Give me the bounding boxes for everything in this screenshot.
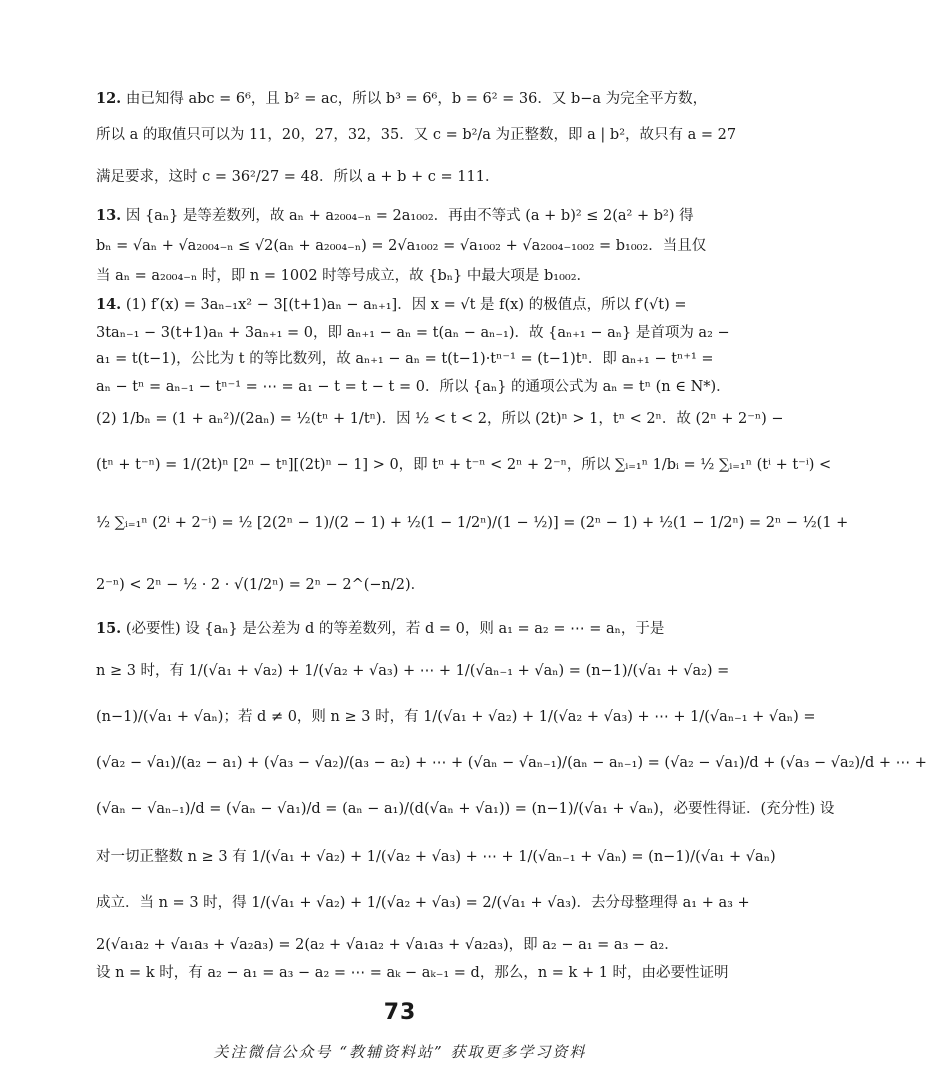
p12-line-3: 满足要求，这时 c = 36²/27 = 48．所以 a + b + c = 111． xyxy=(96,169,500,185)
p14-line-2: 3taₙ₋₁ − 3(t+1)aₙ + 3aₙ₊₁ = 0，即 aₙ₊₁ − aₙ = t(aₙ − aₙ₋₁)．故 {aₙ₊₁ − aₙ} 是首项为 a₂ − xyxy=(96,325,730,341)
p13-line-2: bₙ = √aₙ + √a₂₀₀₄₋ₙ ≤ √2(aₙ + a₂₀₀₄₋ₙ) = 2√a₁₀₀₂ = √a₁₀₀₂ + √a₂₀₀₄₋₁₀₀₂ = b₁₀₀₂．当且仅 xyxy=(96,238,707,254)
p14-line-6: (tⁿ + t⁻ⁿ) = 1/(2t)ⁿ [2ⁿ − tⁿ][(2t)ⁿ − 1] > 0，即 tⁿ + t⁻ⁿ < 2ⁿ + 2⁻ⁿ，所以 ∑ᵢ₌₁ⁿ 1/bᵢ = ½ ∑ᵢ₌₁ⁿ (tⁱ + t⁻ⁱ) < xyxy=(96,457,832,473)
problem-12-number: 12. xyxy=(96,90,122,107)
p15-line-6: 对一切正整数 n ≥ 3 有 1/(√a₁ + √a₂) + 1/(√a₂ + √a₃) + ⋯ + 1/(√aₙ₋₁ + √aₙ) = (n−1)/(√a₁ + √aₙ) xyxy=(96,849,776,865)
p15-line-3: (n−1)/(√a₁ + √aₙ)；若 d ≠ 0，则 n ≥ 3 时，有 1/(√a₁ + √a₂) + 1/(√a₂ + √a₃) + ⋯ + 1/(√aₙ₋₁ + √aₙ) = xyxy=(96,709,816,725)
p15-line-8: 2(√a₁a₂ + √a₁a₃ + √a₂a₃) = 2(a₂ + √a₁a₂ + √a₁a₃ + √a₂a₃)，即 a₂ − a₁ = a₃ − a₂． xyxy=(96,937,679,953)
p12-line-2: 所以 a 的取值只可以为 11，20，27，32，35．又 c = b²/a 为正整数，即 a | b²，故只有 a = 27 xyxy=(96,127,737,143)
problem-15-number: 15. xyxy=(96,620,122,637)
page-number: 73 xyxy=(383,1000,417,1025)
p15-line-2: n ≥ 3 时，有 1/(√a₁ + √a₂) + 1/(√a₂ + √a₃) + ⋯ + 1/(√aₙ₋₁ + √aₙ) = (n−1)/(√a₁ + √a₂) = xyxy=(96,663,730,679)
p14-line-7: ½ ∑ᵢ₌₁ⁿ (2ⁱ + 2⁻ⁱ) = ½ [2(2ⁿ − 1)/(2 − 1) + ½(1 − 1/2ⁿ)/(1 − ½)] = (2ⁿ − 1) + ½(1 − 1/2ⁿ) = 2ⁿ − ½(1 + xyxy=(96,515,849,531)
p13-line-3: 当 aₙ = a₂₀₀₄₋ₙ 时，即 n = 1002 时等号成立，故 {bₙ} 中最大项是 b₁₀₀₂． xyxy=(96,268,592,284)
p12-line-1: 12. 由已知得 abc = 6⁶，且 b² = ac，所以 b³ = 6⁶，b = 6² = 36．又 b−a 为完全平方数， xyxy=(96,90,708,107)
p15-line-1: 15. (必要性) 设 {aₙ} 是公差为 d 的等差数列，若 d = 0，则 a₁ = a₂ = ⋯ = aₙ，于是 xyxy=(96,620,665,637)
problem-13-number: 13. xyxy=(96,207,122,224)
p15-line-9: 设 n = k 时，有 a₂ − a₁ = a₃ − a₂ = ⋯ = aₖ − aₖ₋₁ = d，那么，n = k + 1 时，由必要性证明 xyxy=(96,965,729,981)
footer-note: 关注微信公众号 “教辅资料站” 获取更多学习资料 xyxy=(213,1043,587,1061)
problem-14-number: 14. xyxy=(96,296,122,313)
p14-line-8: 2⁻ⁿ) < 2ⁿ − ½ · 2 · √(1/2ⁿ) = 2ⁿ − 2^(−n/2)． xyxy=(96,577,426,593)
p15-line-5: (√aₙ − √aₙ₋₁)/d = (√aₙ − √a₁)/d = (aₙ − a₁)/(d(√aₙ + √a₁)) = (n−1)/(√a₁ + √aₙ)，必要性得证．(充分性) 设 xyxy=(96,801,835,817)
p15-line-4: (√a₂ − √a₁)/(a₂ − a₁) + (√a₃ − √a₂)/(a₃ − a₂) + ⋯ + (√aₙ − √aₙ₋₁)/(aₙ − aₙ₋₁) = (√a₂ − √a₁)/d + (√a₃ − √a₂)/d + ⋯ + xyxy=(96,755,927,771)
p14-line-4: aₙ − tⁿ = aₙ₋₁ − tⁿ⁻¹ = ⋯ = a₁ − t = t − t = 0．所以 {aₙ} 的通项公式为 aₙ = tⁿ (n ∈ N*)． xyxy=(96,379,731,395)
p13-line-1: 13. 因 {aₙ} 是等差数列，故 aₙ + a₂₀₀₄₋ₙ = 2a₁₀₀₂．再由不等式 (a + b)² ≤ 2(a² + b²) 得 xyxy=(96,207,694,224)
p15-line-7: 成立．当 n = 3 时，得 1/(√a₁ + √a₂) + 1/(√a₂ + √a₃) = 2/(√a₁ + √a₃)．去分母整理得 a₁ + a₃ + xyxy=(96,895,750,911)
p14-line-3: a₁ = t(t−1)，公比为 t 的等比数列，故 aₙ₊₁ − aₙ = t(t−1)·tⁿ⁻¹ = (t−1)tⁿ．即 aₙ₊₁ − tⁿ⁺¹ = xyxy=(96,351,714,367)
p14-line-5: (2) 1/bₙ = (1 + aₙ²)/(2aₙ) = ½(tⁿ + 1/tⁿ)．因 ½ < t < 2，所以 (2t)ⁿ > 1，tⁿ < 2ⁿ．故 (2ⁿ + 2⁻ⁿ) − xyxy=(96,411,784,427)
p14-line-1: 14. (1) f′(x) = 3aₙ₋₁x² − 3[(t+1)aₙ − aₙ₊₁]．因 x = √t 是 f(x) 的极值点，所以 f′(√t) = xyxy=(96,296,687,313)
